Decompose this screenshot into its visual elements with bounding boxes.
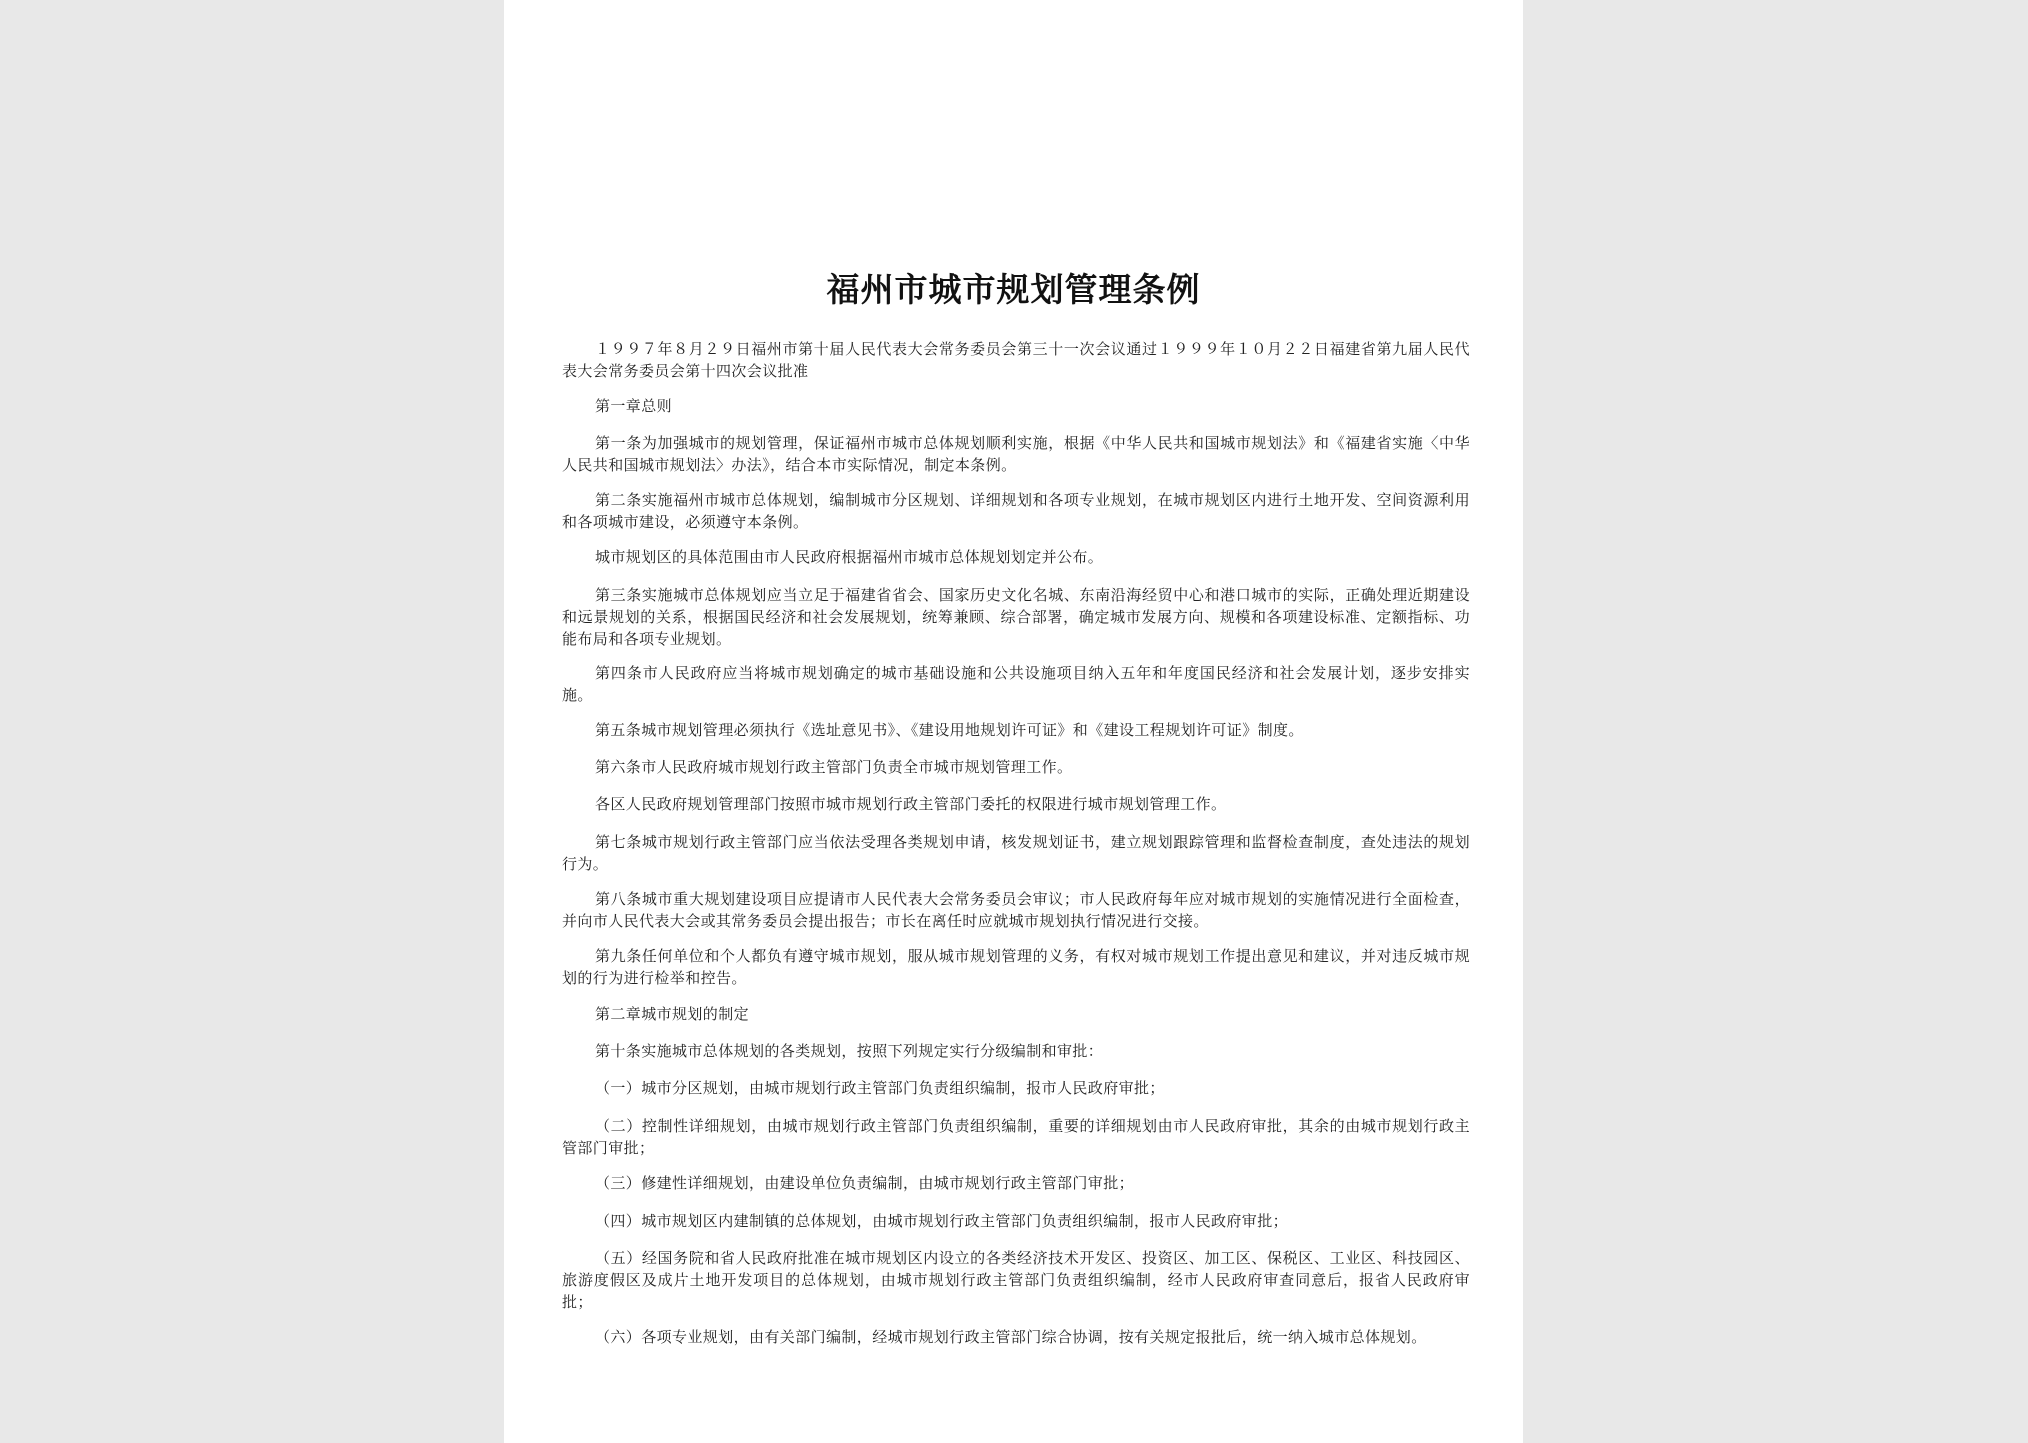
paragraph-item-1: （一）城市分区规划，由城市规划行政主管部门负责组织编制，报市人民政府审批； bbox=[595, 1079, 1165, 1097]
paragraph-article-9: 第九条任何单位和个人都负有遵守城市规划，服从城市规划管理的义务，有权对城市规划工作提出意见和建议，并对违反城市规划的行为进行检举和控告。 bbox=[562, 947, 1470, 987]
paragraph-item-4: （四）城市规划区内建制镇的总体规划，由城市规划行政主管部门负责组织编制，报市人民政府审批； bbox=[595, 1212, 1289, 1230]
preamble: １９９７年８月２９日福州市第十届人民代表大会常务委员会第三十一次会议通过１９９９年１０月２２日福建省第九届人民代表大会常务委员会第十四次会议批准 bbox=[562, 340, 1470, 380]
paragraph-article-2: 第二条实施福州市城市总体规划，编制城市分区规划、详细规划和各项专业规划，在城市规划区内进行土地开发、空间资源利用和各项城市建设，必须遵守本条例。 bbox=[562, 491, 1470, 531]
document-title: 福州市城市规划管理条例 bbox=[826, 270, 1201, 309]
paragraph-article-10: 第十条实施城市总体规划的各类规划，按照下列规定实行分级编制和审批： bbox=[595, 1042, 1104, 1060]
paragraph-district-planning: 各区人民政府规划管理部门按照市城市规划行政主管部门委托的权限进行城市规划管理工作。 bbox=[595, 795, 1227, 813]
document-page bbox=[504, 0, 1523, 1443]
paragraph-article-1: 第一条为加强城市的规划管理，保证福州市城市总体规划顺利实施，根据《中华人民共和国城市规划法》和《福建省实施〈中华人民共和国城市规划法〉办法》，结合本市实际情况，制定本条例。 bbox=[562, 434, 1470, 474]
paragraph-chapter-2: 第二章城市规划的制定 bbox=[595, 1005, 750, 1023]
paragraph-item-2: （二）控制性详细规划，由城市规划行政主管部门负责组织编制，重要的详细规划由市人民政府审批，其余的由城市规划行政主管部门审批； bbox=[562, 1117, 1470, 1157]
paragraph-item-6: （六）各项专业规划，由有关部门编制，经城市规划行政主管部门综合协调，按有关规定报批后，统一纳入城市总体规划。 bbox=[595, 1328, 1427, 1346]
paragraph-item-3: （三）修建性详细规划，由建设单位负责编制，由城市规划行政主管部门审批； bbox=[595, 1174, 1135, 1192]
paragraph-article-5: 第五条城市规划管理必须执行《选址意见书》、《建设用地规划许可证》和《建设工程规划许可证》制度。 bbox=[595, 721, 1304, 739]
paragraph-planning-area: 城市规划区的具体范围由市人民政府根据福州市城市总体规划划定并公布。 bbox=[595, 548, 1104, 566]
paragraph-article-4: 第四条市人民政府应当将城市规划确定的城市基础设施和公共设施项目纳入五年和年度国民经济和社会发展计划，逐步安排实施。 bbox=[562, 664, 1470, 704]
paragraph-chapter-1: 第一章总则 bbox=[595, 397, 673, 415]
paragraph-article-3: 第三条实施城市总体规划应当立足于福建省省会、国家历史文化名城、东南沿海经贸中心和港口城市的实际，正确处理近期建设和远景规划的关系，根据国民经济和社会发展规划，统筹兼顾、综合部署，确定城市发展方向、规模和各项建设标准、定额指标、功能布局和各项专业规划。 bbox=[562, 586, 1470, 648]
paragraph-item-5: （五）经国务院和省人民政府批准在城市规划区内设立的各类经济技术开发区、投资区、加工区、保税区、工业区、科技园区、旅游度假区及成片土地开发项目的总体规划，由城市规划行政主管部门负责组织编制，经市人民政府审查同意后，报省人民政府审批； bbox=[562, 1249, 1470, 1311]
paragraph-article-7: 第七条城市规划行政主管部门应当依法受理各类规划申请，核发规划证书，建立规划跟踪管理和监督检查制度，查处违法的规划行为。 bbox=[562, 833, 1470, 873]
paragraph-article-6: 第六条市人民政府城市规划行政主管部门负责全市城市规划管理工作。 bbox=[595, 758, 1073, 776]
paragraph-article-8: 第八条城市重大规划建设项目应提请市人民代表大会常务委员会审议；市人民政府每年应对城市规划的实施情况进行全面检查，并向市人民代表大会或其常务委员会提出报告；市长在离任时应就城市规划执行情况进行交接。 bbox=[562, 890, 1470, 930]
